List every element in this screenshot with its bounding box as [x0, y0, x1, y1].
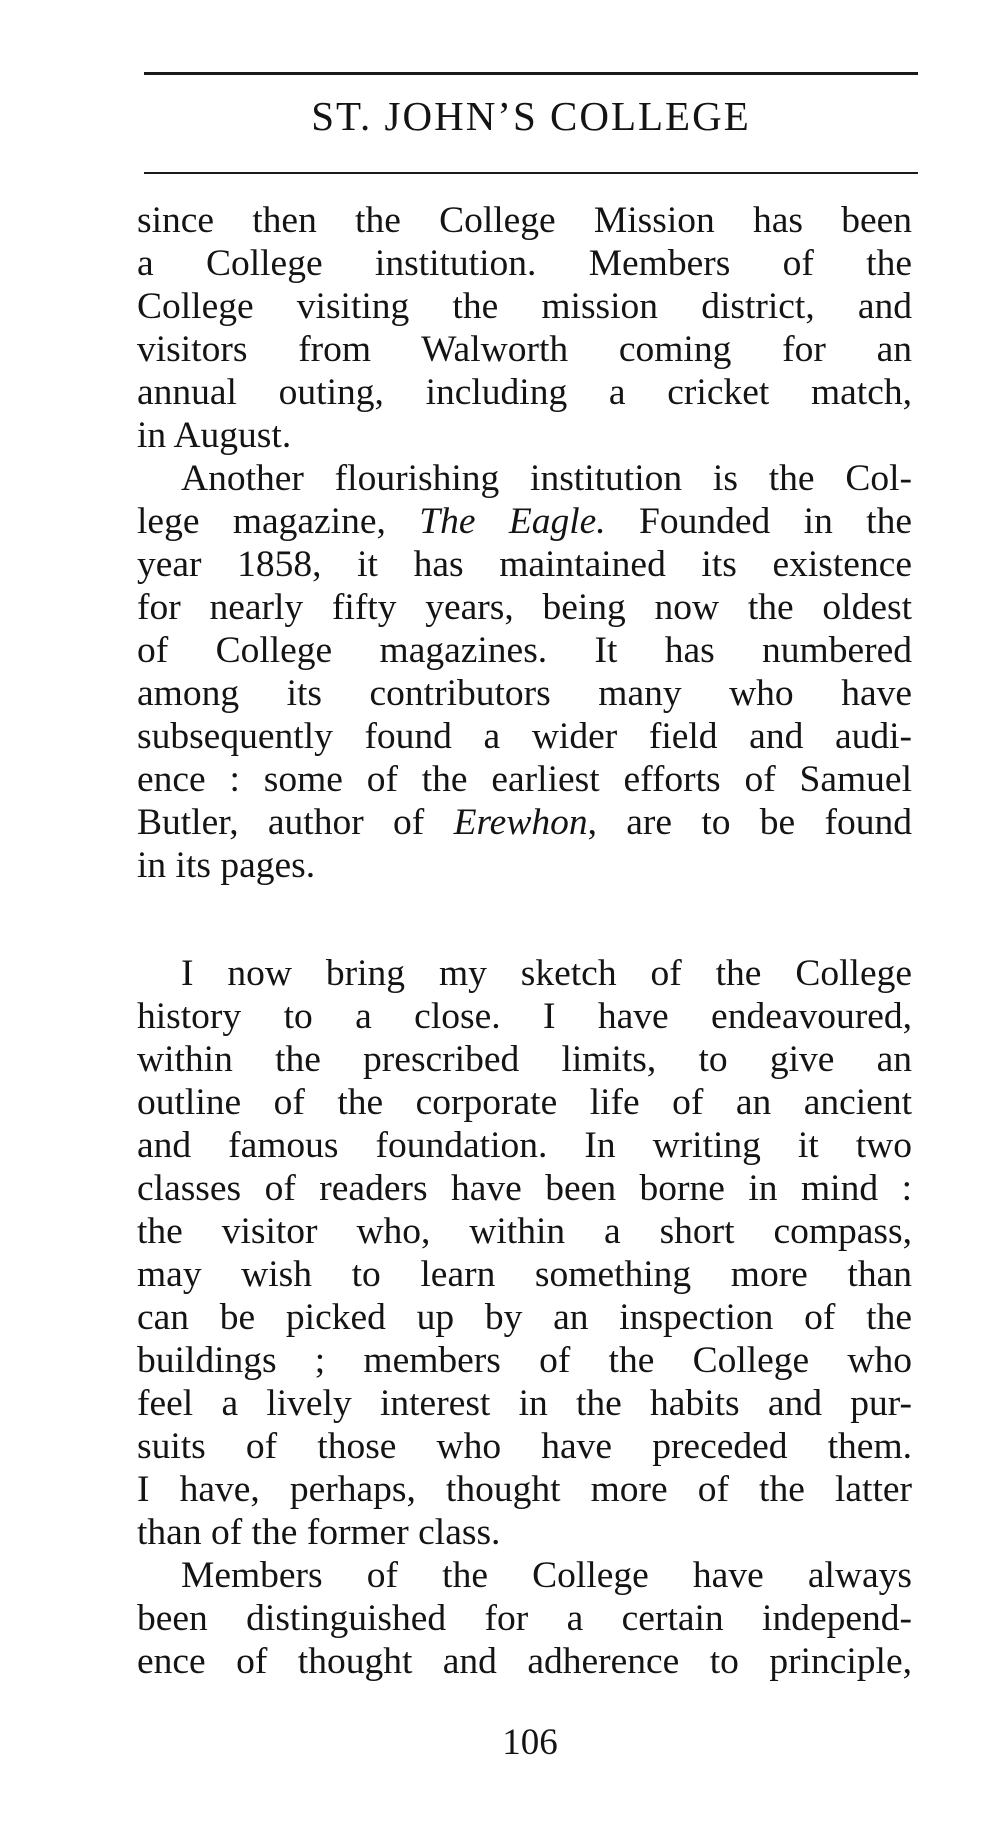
text-line: among its contributors many who have — [137, 673, 912, 714]
text-line: year 1858, it has maintained its existence — [137, 544, 912, 585]
book-title: Erewhon — [453, 802, 588, 843]
paragraph-college-mission — [137, 199, 912, 457]
text-line: for nearly fifty years, being now the oldest — [137, 587, 912, 628]
text-line: in its pages. — [137, 845, 316, 886]
text-line: been distinguished for a certain independ- — [137, 1598, 912, 1639]
text-line: in August. — [137, 415, 292, 456]
text-line: than of the former class. — [137, 1512, 501, 1553]
text-line: history to a close. I have endeavoured, — [137, 996, 912, 1037]
text-line: subsequently found a wider field and audi- — [137, 716, 912, 757]
text-line: the visitor who, within a short compass, — [137, 1211, 912, 1252]
paragraph-conclusion — [137, 952, 912, 1554]
text-line: within the prescribed limits, to give an — [137, 1039, 912, 1080]
text-block-upper — [137, 199, 912, 887]
text-line — [137, 500, 912, 543]
page-number: 106 — [502, 1722, 558, 1763]
text-block-lower — [137, 952, 912, 1683]
text-line: feel a lively interest in the habits and pur- — [137, 1383, 912, 1424]
header-rule-top — [144, 72, 918, 75]
text-line: I have, perhaps, thought more of the latter — [137, 1469, 912, 1510]
text-line: outline of the corporate life of an ancient — [137, 1082, 912, 1123]
text-line: Another flourishing institution is the Col- — [181, 458, 912, 499]
text-line: suits of those who have preceded them. — [137, 1426, 912, 1467]
text-line: and famous foundation. In writing it two — [137, 1125, 912, 1166]
text-line: visitors from Walworth coming for an — [137, 329, 912, 370]
text-line: classes of readers have been borne in mind : — [137, 1168, 912, 1209]
running-head: ST. JOHN’S COLLEGE — [311, 93, 751, 139]
text-line: can be picked up by an inspection of the — [137, 1297, 912, 1338]
text-line: a College institution. Members of the — [137, 243, 912, 284]
text-line: ence of thought and adherence to principle, — [137, 1641, 912, 1682]
text-segment: Butler, author of — [137, 802, 454, 843]
text-line: Members of the College have always — [181, 1555, 912, 1596]
paragraph-the-eagle — [137, 457, 912, 887]
paragraph-members — [137, 1554, 912, 1683]
text-line: of College magazines. It has numbered — [137, 630, 912, 671]
text-line: annual outing, including a cricket match, — [137, 372, 912, 413]
text-line: I now bring my sketch of the College — [181, 953, 912, 994]
header-rule-bottom — [144, 172, 918, 174]
text-line: ence : some of the earliest efforts of Samuel — [137, 759, 912, 800]
text-line: may wish to learn something more than — [137, 1254, 912, 1295]
text-line — [137, 801, 912, 844]
text-segment: lege magazine, — [137, 501, 420, 542]
text-segment: Founded in the — [605, 501, 912, 542]
text-line: since then the College Mission has been — [137, 200, 912, 241]
text-line: College visiting the mission district, and — [137, 286, 912, 327]
magazine-title: The Eagle. — [419, 501, 606, 542]
text-line: buildings ; members of the College who — [137, 1340, 912, 1381]
text-segment: , are to be found — [587, 802, 912, 843]
